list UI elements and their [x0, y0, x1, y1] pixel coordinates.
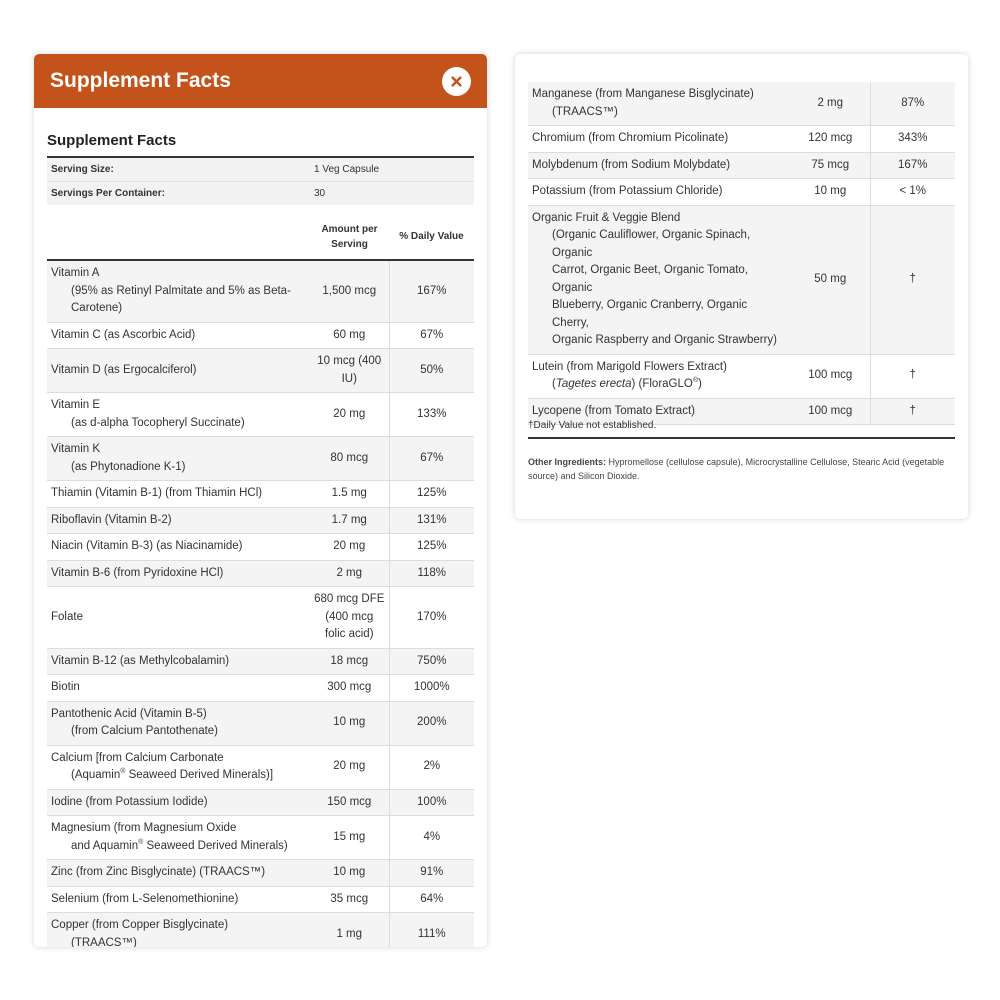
daily-value-cell: 200%	[389, 701, 474, 745]
daily-value-cell: 91%	[389, 860, 474, 887]
nutrient-row	[47, 648, 474, 675]
nutrient-row	[528, 179, 955, 206]
nutrient-name-cell	[47, 789, 310, 816]
nutrient-name-cell	[47, 481, 310, 508]
nutrient-table	[47, 214, 474, 947]
daily-value-cell: 170%	[389, 587, 474, 649]
nutrient-row	[47, 507, 474, 534]
amount-cell: 50 mg	[791, 205, 870, 354]
nutrient-name: Lutein (from Marigold Flowers Extract)	[532, 360, 727, 373]
other-ingredients-text: Hypromellose (cellulose capsule), Microcrystalline Cellulose, Stearic Acid (vegetable source) and Silicon Dioxide.	[528, 457, 945, 481]
nutrient-name: Folate	[51, 610, 83, 623]
nutrient-name: Vitamin B-6 (from Pyridoxine HCl)	[51, 566, 224, 579]
daily-value-cell: 50%	[389, 349, 474, 393]
nutrient-name: Copper (from Copper Bisglycinate)	[51, 919, 229, 931]
modal-header	[34, 54, 487, 108]
daily-value-cell: 118%	[389, 560, 474, 587]
serving-size-row	[47, 157, 474, 181]
nutrient-row	[47, 260, 474, 322]
nutrient-row	[47, 322, 474, 349]
nutrient-row	[47, 534, 474, 561]
other-ingredients	[528, 455, 955, 483]
nutrient-table-continued	[528, 82, 955, 425]
nutrient-row	[47, 437, 474, 481]
nutrient-name-cell	[47, 437, 310, 481]
facts-heading: Supplement Facts	[47, 132, 177, 149]
nutrient-name-cell	[528, 152, 791, 179]
amount-cell: 2 mg	[791, 82, 870, 126]
amount-cell: 75 mcg	[791, 152, 870, 179]
nutrient-name: Magnesium (from Magnesium Oxide	[51, 822, 237, 834]
nutrient-name-cell	[47, 393, 310, 437]
daily-value-cell: †	[870, 205, 955, 354]
amount-cell: 80 mcg	[310, 437, 389, 481]
nutrient-name: Vitamin C (as Ascorbic Acid)	[51, 328, 196, 341]
nutrient-name: Potassium (from Potassium Chloride)	[532, 185, 723, 197]
amount-cell: 10 mg	[310, 860, 389, 887]
nutrient-name: Vitamin K	[51, 443, 101, 455]
nutrient-name-cell	[47, 560, 310, 587]
nutrient-name: Manganese (from Manganese Bisglycinate)	[532, 88, 754, 100]
supplement-facts-modal	[34, 54, 487, 947]
nutrient-subtext-line: Organic Raspberry and Organic Strawberry)	[552, 334, 777, 346]
amount-cell: 20 mg	[310, 393, 389, 437]
serving-size-label: Serving Size:	[47, 157, 310, 181]
modal-title: Supplement Facts	[50, 69, 231, 92]
nutrient-name-cell	[528, 205, 791, 354]
nutrient-name-cell	[47, 701, 310, 745]
nutrient-name-cell	[47, 260, 310, 322]
nutrient-name: Iodine (from Potassium Iodide)	[51, 795, 208, 808]
servings-per-container-value: 30	[310, 181, 474, 205]
nutrient-row	[47, 675, 474, 702]
daily-value-cell: †	[870, 398, 955, 425]
nutrient-name: Vitamin D (as Ergocalciferol)	[51, 363, 197, 376]
nutrient-subtext: (Tagetes erecta) (FloraGLO®)	[552, 377, 702, 390]
nutrient-row	[47, 745, 474, 789]
amount-cell: 60 mg	[310, 322, 389, 349]
amount-cell: 18 mcg	[310, 648, 389, 675]
amount-cell: 10 mcg (400 IU)	[310, 349, 389, 393]
nutrient-row	[47, 860, 474, 887]
nutrient-name: Vitamin A	[51, 267, 100, 279]
amount-cell: 300 mcg	[310, 675, 389, 702]
nutrient-table-header	[47, 214, 474, 260]
daily-value-cell: 64%	[389, 886, 474, 913]
serving-table	[47, 156, 474, 205]
nutrient-name: Molybdenum (from Sodium Molybdate)	[532, 158, 731, 171]
nutrient-name: Biotin	[51, 681, 80, 693]
serving-size-value: 1 Veg Capsule	[310, 157, 474, 181]
daily-value-cell: 100%	[389, 789, 474, 816]
nutrient-name: Vitamin B-12 (as Methylcobalamin)	[51, 654, 230, 667]
registered-mark: ®	[692, 377, 699, 385]
nutrient-row	[528, 152, 955, 179]
daily-value-footnote: †Daily Value not established.	[528, 420, 955, 439]
nutrient-row	[47, 913, 474, 948]
nutrient-name-cell	[528, 179, 791, 206]
amount-cell: 2 mg	[310, 560, 389, 587]
nutrient-name: Zinc (from Zinc Bisglycinate) (TRAACS™)	[51, 866, 266, 878]
daily-value-cell: 67%	[389, 437, 474, 481]
nutrient-row	[528, 354, 955, 398]
daily-value-cell: †	[870, 354, 955, 398]
nutrient-row	[47, 587, 474, 649]
amount-cell: 680 mcg DFE (400 mcg folic acid)	[310, 587, 389, 649]
daily-value-cell: 750%	[389, 648, 474, 675]
nutrient-name-cell	[47, 913, 310, 948]
daily-value-cell: 131%	[389, 507, 474, 534]
daily-value-cell: 167%	[389, 260, 474, 322]
nutrient-name-cell	[528, 82, 791, 126]
close-icon	[451, 76, 462, 87]
daily-value-cell: 133%	[389, 393, 474, 437]
nutrient-name: Niacin (Vitamin B-3) (as Niacinamide)	[51, 540, 243, 552]
amount-column-header: Amount per Serving	[310, 214, 389, 260]
servings-per-container-row	[47, 181, 474, 205]
nutrient-subtext-line: Blueberry, Organic Cranberry, Organic Cherry,	[552, 299, 748, 329]
amount-cell: 15 mg	[310, 816, 389, 860]
daily-value-cell: 125%	[389, 534, 474, 561]
supplement-facts-continued	[515, 54, 968, 519]
nutrient-subtext: (from Calcium Pantothenate)	[71, 725, 219, 737]
nutrient-name-cell	[47, 534, 310, 561]
daily-value-cell: 111%	[389, 913, 474, 948]
nutrient-name-cell	[47, 675, 310, 702]
daily-value-cell: 125%	[389, 481, 474, 508]
registered-mark: ®	[120, 768, 126, 776]
nutrient-subtext: (95% as Retinyl Palmitate and 5% as Beta-Carotene)	[71, 284, 291, 314]
nutrient-name-cell	[47, 349, 310, 393]
daily-value-cell: 87%	[870, 82, 955, 126]
nutrient-row	[47, 481, 474, 508]
nutrient-name: Pantothenic Acid (Vitamin B-5)	[51, 707, 207, 720]
nutrient-name: Thiamin (Vitamin B-1) (from Thiamin HCl)	[51, 487, 263, 499]
nutrient-name: Selenium (from L-Selenomethionine)	[51, 892, 239, 905]
registered-mark: ®	[138, 838, 144, 846]
amount-cell: 20 mg	[310, 534, 389, 561]
nutrient-row	[47, 349, 474, 393]
other-ingredients-label: Other Ingredients:	[528, 457, 607, 467]
daily-value-cell: 1000%	[389, 675, 474, 702]
amount-cell: 150 mcg	[310, 789, 389, 816]
nutrient-row	[47, 789, 474, 816]
nutrient-name: Riboflavin (Vitamin B-2)	[51, 513, 172, 526]
nutrient-subtext: (Aquamin® Seaweed Derived Minerals)]	[71, 768, 274, 781]
nutrient-row	[528, 82, 955, 126]
nutrient-name-cell	[47, 860, 310, 887]
daily-value-cell: 343%	[870, 126, 955, 153]
amount-cell: 10 mg	[310, 701, 389, 745]
nutrient-row	[47, 816, 474, 860]
amount-cell: 35 mcg	[310, 886, 389, 913]
amount-cell: 100 mcg	[791, 354, 870, 398]
amount-cell: 120 mcg	[791, 126, 870, 153]
amount-cell: 1.5 mg	[310, 481, 389, 508]
nutrient-name: Organic Fruit & Veggie Blend	[532, 211, 681, 224]
nutrient-name-cell	[47, 745, 310, 789]
nutrient-row	[528, 126, 955, 153]
nutrient-subtext: (as d-alpha Tocopheryl Succinate)	[71, 416, 245, 429]
nutrient-subtext-line: (Organic Cauliflower, Organic Spinach, Organic	[552, 229, 751, 259]
nutrient-name-cell	[47, 886, 310, 913]
nutrient-subtext: (as Phytonadione K-1)	[71, 460, 186, 473]
nutrient-name-cell	[47, 322, 310, 349]
nutrient-subtext: (TRAACS™)	[552, 105, 618, 118]
daily-value-cell: 2%	[389, 745, 474, 789]
close-button[interactable]	[442, 67, 471, 96]
nutrient-name-cell	[47, 507, 310, 534]
servings-per-container-label: Servings Per Container:	[47, 181, 310, 205]
daily-value-column-header: % Daily Value	[389, 214, 474, 260]
nutrient-subtext: (TRAACS™)	[71, 936, 137, 947]
nutrient-name: Chromium (from Chromium Picolinate)	[532, 132, 729, 144]
nutrient-row	[528, 205, 955, 354]
nutrient-name-cell	[528, 126, 791, 153]
amount-cell: 10 mg	[791, 179, 870, 206]
nutrient-name: Vitamin E	[51, 399, 101, 411]
nutrient-row	[47, 560, 474, 587]
daily-value-cell: 167%	[870, 152, 955, 179]
nutrient-row	[47, 886, 474, 913]
nutrient-name-cell	[47, 648, 310, 675]
nutrient-subtext: and Aquamin® Seaweed Derived Minerals)	[71, 838, 288, 852]
daily-value-cell: 4%	[389, 816, 474, 860]
amount-cell: 100 mcg	[791, 398, 870, 425]
nutrient-name-cell	[47, 816, 310, 860]
nutrient-subtext-line: Carrot, Organic Beet, Organic Tomato, Organic	[552, 264, 749, 294]
amount-cell: 20 mg	[310, 745, 389, 789]
nutrient-name: Calcium [from Calcium Carbonate	[51, 751, 224, 764]
amount-cell: 1 mg	[310, 913, 389, 948]
nutrient-row	[47, 701, 474, 745]
nutrient-name-cell	[528, 354, 791, 398]
daily-value-cell: < 1%	[870, 179, 955, 206]
nutrient-row	[47, 393, 474, 437]
amount-cell: 1,500 mcg	[310, 260, 389, 322]
species-name: Tagetes erecta	[555, 378, 632, 390]
daily-value-cell: 67%	[389, 322, 474, 349]
nutrient-name: Lycopene (from Tomato Extract)	[532, 404, 695, 417]
amount-cell: 1.7 mg	[310, 507, 389, 534]
nutrient-name-cell	[47, 587, 310, 649]
